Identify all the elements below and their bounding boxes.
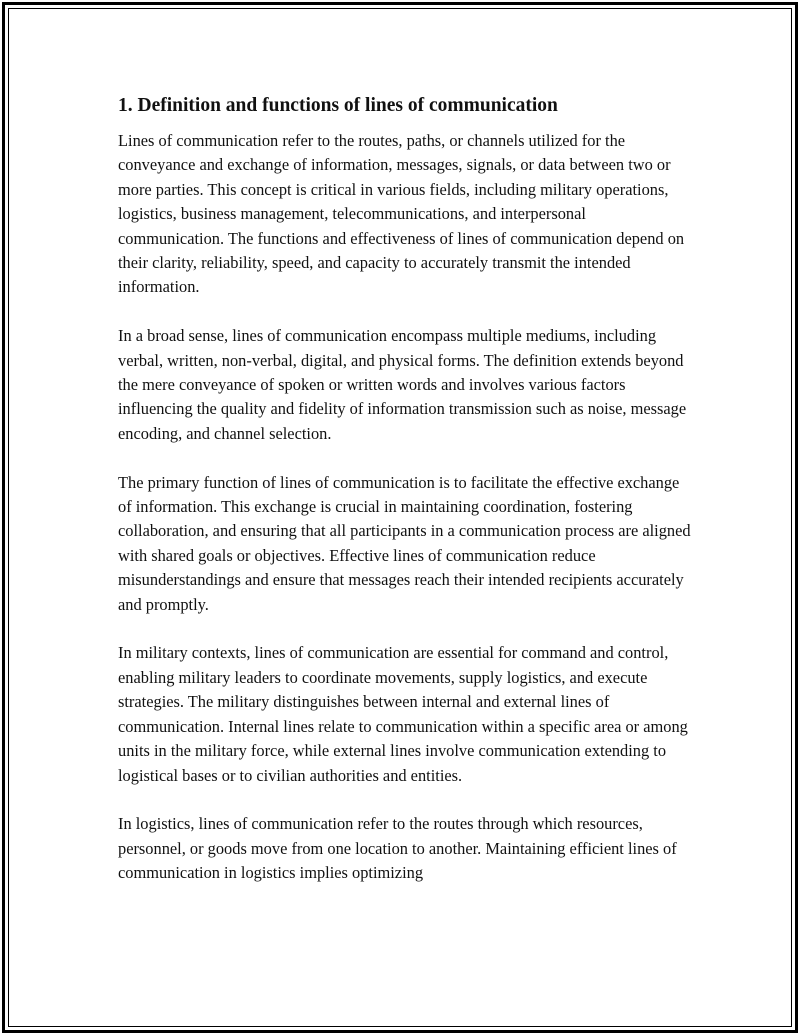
paragraph-2: In a broad sense, lines of communication encompass multiple mediums, including verbal, written, non-verbal, digital, and physical forms. The definition extends beyond the mere conveyance of spoken or written words and involves various factors influencing the quality and fidelity of information transmission such as noise, message encoding, and channel selection. — [118, 326, 687, 443]
paragraph-1: Lines of communication refer to the routes, paths, or channels utilized for the conveyance and exchange of information, messages, signals, or data between two or more parties. This concept is critical in various fields, including military operations, logistics, business management, telecommunications, and interpersonal communication. The functions and effectiveness of lines of communication depend on their clarity, reliability, speed, and capacity to accurately transmit the intended information. — [118, 131, 685, 297]
document-body — [118, 92, 693, 886]
paragraph-5: In logistics, lines of communication refer to the routes through which resources, personnel, or goods move from one location to another. Maintaining efficient lines of communication in logistics implies optimizing — [118, 814, 677, 883]
paragraph-3: The primary function of lines of communication is to facilitate the effective exchange of information. This exchange is crucial in maintaining coordination, fostering collaboration, and ensuring that all participants in a communication process are aligned with shared goals or objectives. Effective lines of communication reduce misunderstandings and ensure that messages reach their intended recipients accurately and promptly. — [118, 472, 691, 614]
paragraph-4: In military contexts, lines of communication are essential for command and control, enabling military leaders to coordinate movements, supply logistics, and execute strategies. The military distinguishes between internal and external lines of communication. Internal lines relate to communication within a specific area or among units in the military force, while external lines involve communication extending to logistical bases or to civilian authorities and entities. — [118, 643, 688, 785]
section-title: 1. Definition and functions of lines of communication — [118, 95, 558, 116]
